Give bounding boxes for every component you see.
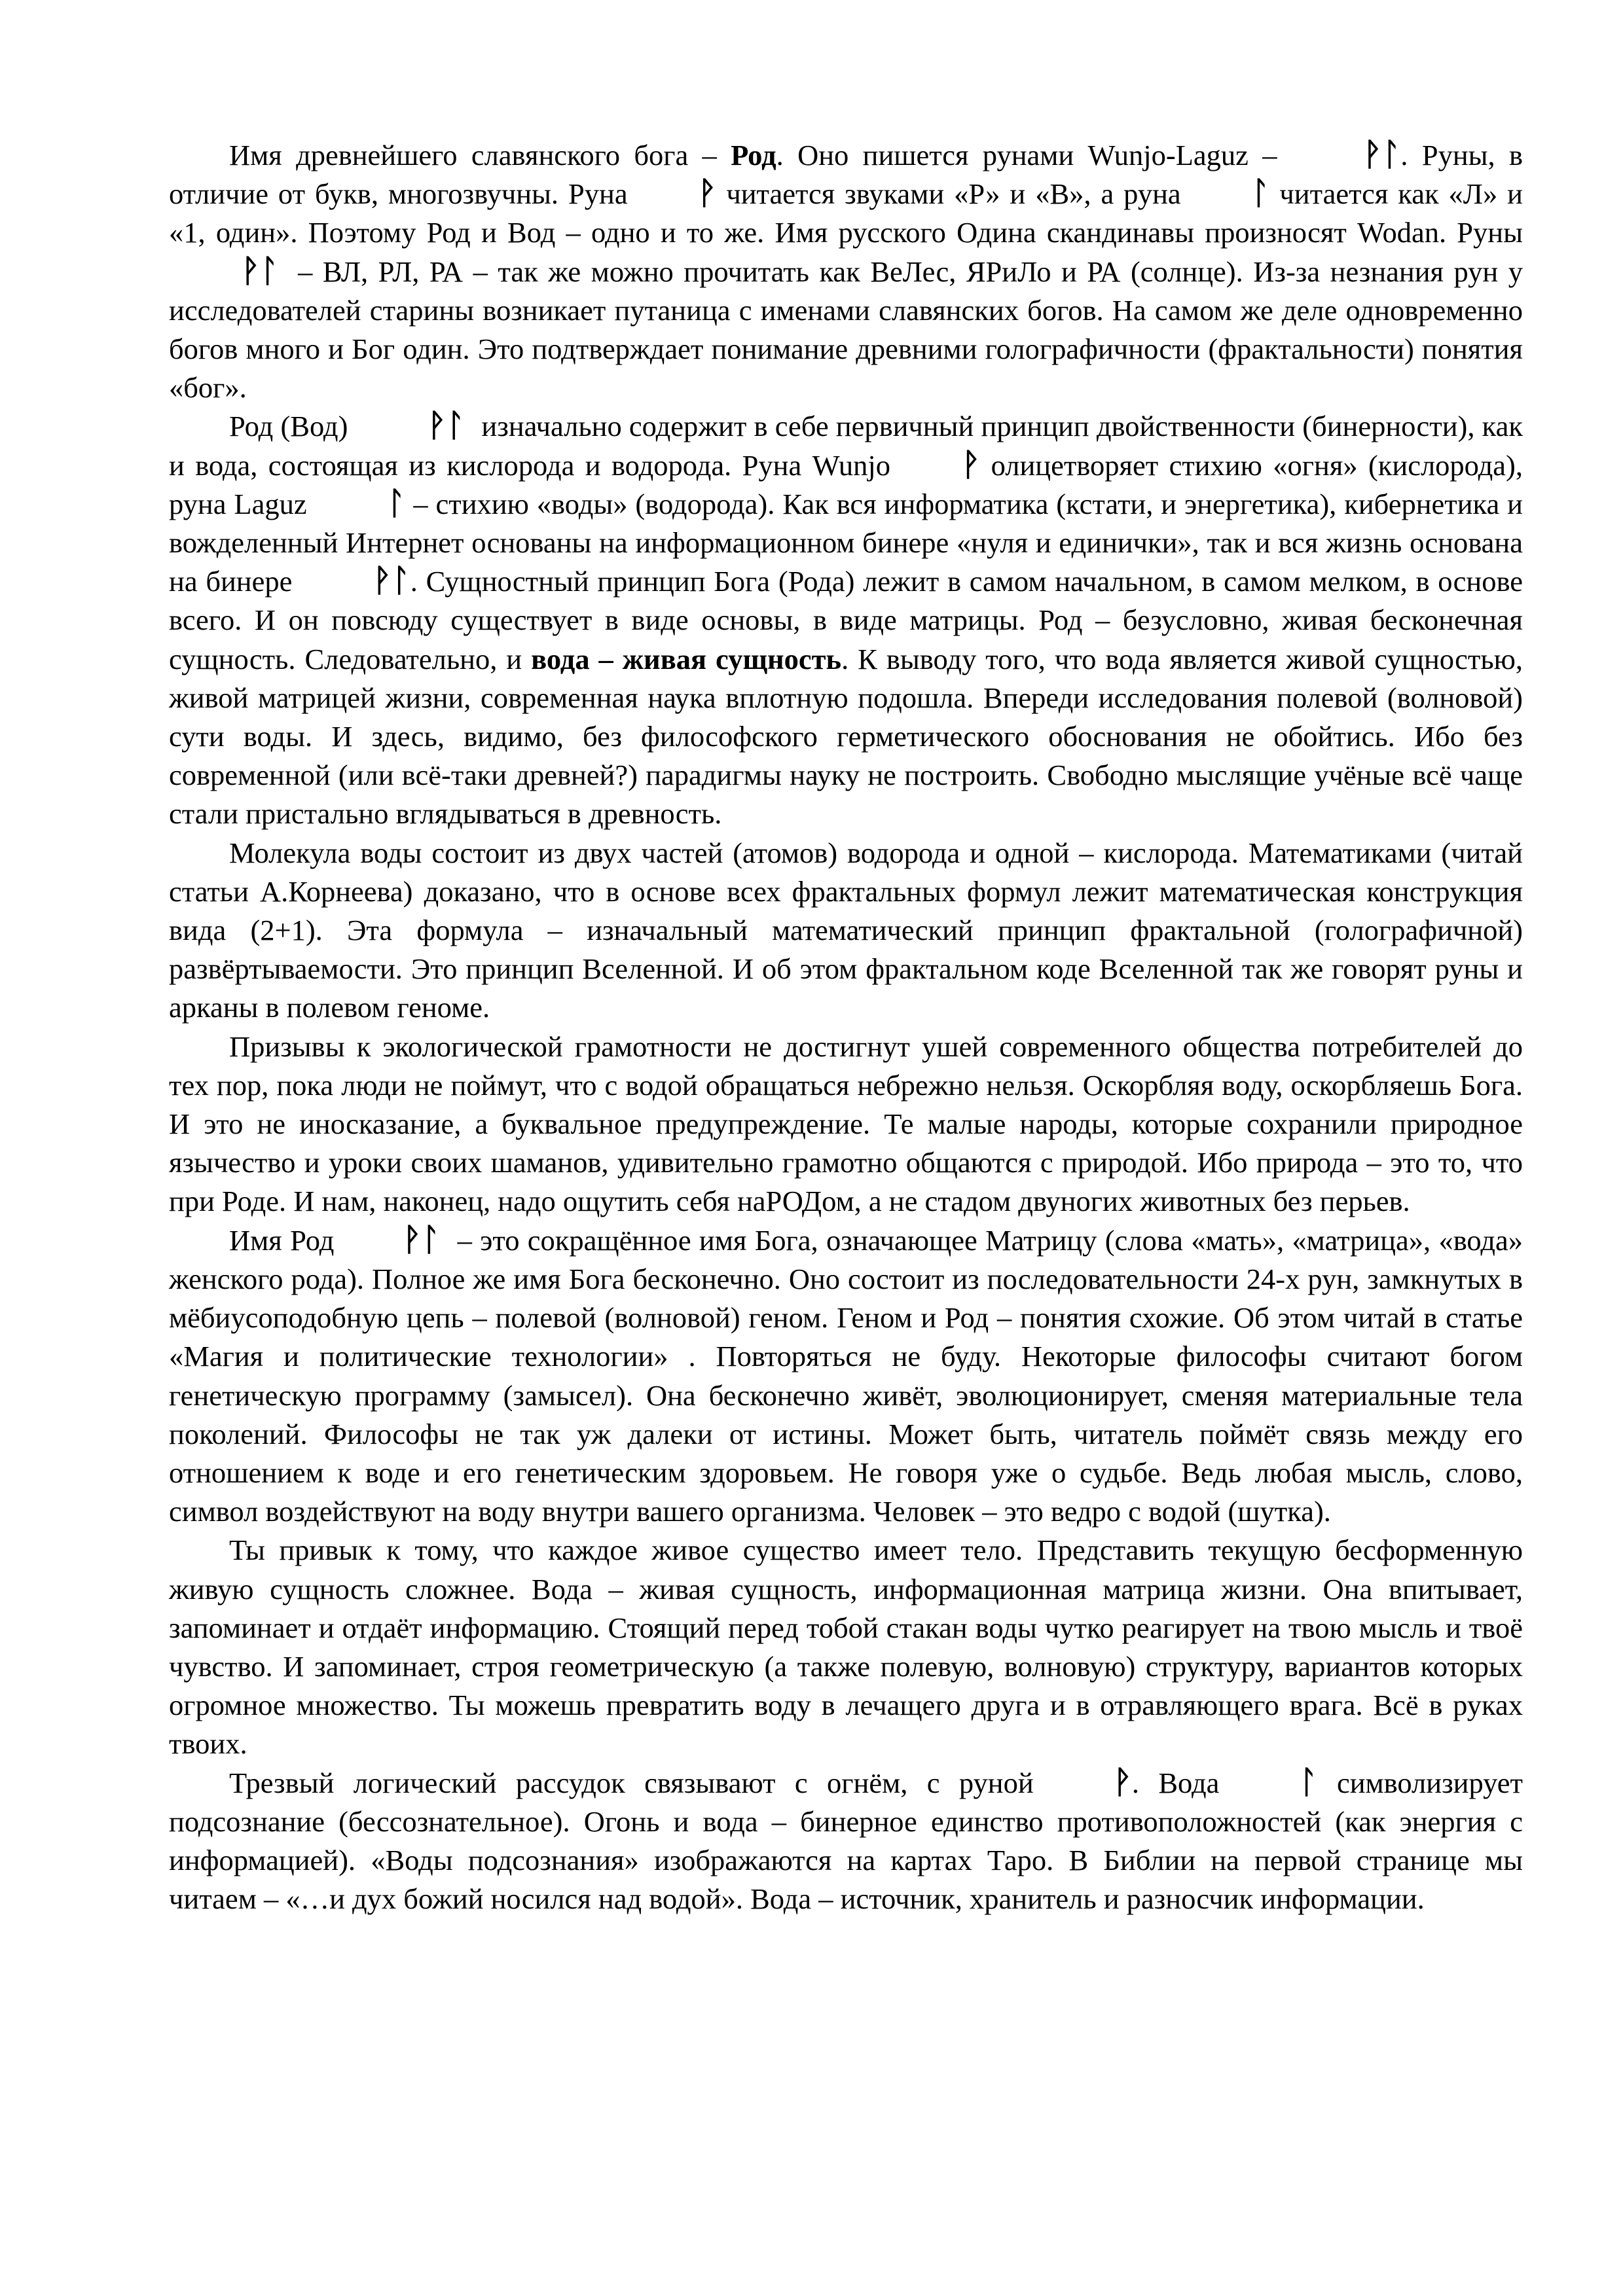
text-fragment: Молекула воды состоит из двух частей (атомов) водорода и одной – кислорода. Математиками (читай статьи А.Корнеева) доказано, что в основе всех фрактальных формул лежит математическая конструкция вида (2+1). Эта формула – изначальный математический принцип фрактальной (голографичной) развёртываемости. Это принцип Вселенной. И об этом фрактальном коде Вселенной так же говорят руны и арканы в полевом геноме.	[169, 836, 1523, 1024]
text-fragment: . Оно пишется рунами Wunjo-Laguz –	[776, 139, 1291, 171]
wunjo-laguz-rune-icon: ᚹᛚ	[427, 407, 465, 444]
wunjo-rune-icon: ᚹ	[961, 446, 981, 483]
text-fragment: – ВЛ, РЛ, РА – так же можно прочитать как ВеЛес, ЯРиЛо и РА (солнце). Из-за незнания рун у исследователей старины возникает путаница с именами славянских богов. На самом же деле одновременно богов много и Бог один. Это подтверждает понимание древними голографичности (фрактальности) понятия «бог».	[169, 255, 1523, 404]
text-fragment: олицетворяет стихию «огня» (кислорода), руна Laguz	[169, 448, 1523, 520]
text-fragment: . Руны, в отличие от букв, многозвучны. Руна	[169, 139, 1523, 211]
laguz-rune-icon: ᛚ	[1250, 175, 1270, 212]
text-fragment: читается звуками «Р» и «В», а руна	[716, 177, 1191, 211]
paragraph-rod-duality	[169, 407, 1523, 833]
text-fragment: – это сокращённое имя Бога, означающее Матрицу (слова «мать», «матрица», «вода» женского рода). Полное же имя Бога бесконечно. Оно состоит из последовательности 24-х рун, замкнутых в мёбиусоподобную цепь – полевой (волновой) геном. Геном и Род – понятия схожие. Об этом читай в статье «Магия и политические технологии» . Повторяться не буду. Некоторые философы считают богом генетическую программу (замысел). Она бесконечно живёт, эволюционирует, сменяя материальные тела поколений. Философы не так уж далеки от истины. Может быть, читатель поймёт связь между его отношением к воде и его генетическим здоровьем. Не говоря уже о судьбе. Ведь любая мысль, слово, символ воздействуют на воду внутри вашего организма. Человек – это ведро с водой (шутка).	[169, 1223, 1523, 1528]
text-fragment: Трезвый логический рассудок связывают с огнём, с руной	[229, 1766, 1053, 1799]
text-fragment: . Сущностный принцип Бога (Рода) лежит в самом начальном, в самом мелком, в основе всего. И он повсюду существует в виде основы, в виде матрицы. Род – безусловно, живая бесконечная сущность. Следовательно, и	[169, 565, 1523, 675]
bold-term-living-water: вода – живая сущность	[531, 642, 842, 675]
wunjo-laguz-rune-icon: ᚹᛚ	[402, 1221, 441, 1258]
document-page	[169, 136, 1523, 1918]
text-fragment: символизирует подсознание (бессознательное). Огонь и вода – бинерное единство противоположностей (как энергия с информацией). «Воды подсознания» изображаются на картах Таро. В Библии на первой странице мы читаем – «…и дух божий носился над водой». Вода – источник, хранитель и разносчик информации.	[169, 1766, 1523, 1916]
paragraph-ecology	[169, 1028, 1523, 1221]
paragraph-fire-and-water	[169, 1764, 1523, 1919]
text-fragment: . К выводу того, что вода является живой сущностью, живой матрицей жизни, современная наука вплотную подошла. Впереди исследования полевой (волновой) сути воды. И здесь, видимо, без философского герметического обоснования не обойтись. Ибо без современной (или всё-таки древней?) парадигмы науку не построить. Свободно мыслящие учёные всё чаще стали пристально вглядываться в древность.	[169, 642, 1523, 831]
wunjo-laguz-rune-icon: ᚹᛚ	[241, 252, 279, 289]
text-fragment: читается как «Л» и «1, один». Поэтому Род и Вод – одно и то же. Имя русского Одина скандинавы произносят Wodan. Руны	[169, 177, 1523, 249]
text-fragment: . Вода	[1131, 1766, 1239, 1799]
paragraph-rod-name	[169, 136, 1523, 407]
text-fragment: Род (Вод)	[229, 410, 356, 443]
text-fragment: Призывы к экологической грамотности не достигнут ушей современного общества потребителей до тех пор, пока люди не поймут, что с водой обращаться небрежно нельзя. Оскорбляя воду, оскорбляешь Бога. И это не иносказание, а буквальное предупреждение. Те малые народы, которые сохранили природное язычество и уроки своих шаманов, удивительно грамотно общаются с природой. Ибо природа – это то, что при Роде. И нам, наконец, надо ощутить себя наРОДом, а не стадом двуногих животных без перьев.	[169, 1030, 1523, 1218]
laguz-rune-icon: ᛚ	[1298, 1763, 1318, 1801]
text-fragment: изначально содержит в себе первичный принцип двойственности (бинерности), как и вода, состоящая из кислорода и водорода. Руна Wunjo	[169, 410, 1523, 482]
text-fragment: Имя Род	[229, 1223, 342, 1257]
laguz-rune-icon: ᛚ	[386, 484, 406, 522]
paragraph-living-essence	[169, 1531, 1523, 1763]
paragraph-water-molecule	[169, 834, 1523, 1028]
text-fragment: – стихию «воды» (водорода). Как вся информатика (кстати, и энергетика), кибернетика и вожделенный Интернет основаны на информационном бинере «нуля и единички», так и вся жизнь основана на бинере	[169, 487, 1523, 598]
wunjo-laguz-rune-icon: ᚹᛚ	[373, 562, 410, 600]
bold-term-rod: Род	[731, 139, 776, 171]
wunjo-laguz-rune-icon: ᚹᛚ	[1362, 136, 1401, 173]
wunjo-rune-icon: ᚹ	[697, 175, 717, 212]
wunjo-rune-icon: ᚹ	[1113, 1763, 1132, 1801]
text-fragment: Ты привык к тому, что каждое живое существо имеет тело. Представить текущую бесформенную живую сущность сложнее. Вода – живая сущность, информационная матрица жизни. Она впитывает, запоминает и отдаёт информацию. Стоящий перед тобой стакан воды чутко реагирует на твою мысль и твоё чувство. И запоминает, строя геометрическую (а также полевую, волновую) структуру, вариантов которых огромное множество. Ты можешь превратить воду в лечащего друга и в отравляющего врага. Всё в руках твоих.	[169, 1534, 1523, 1761]
text-fragment: Имя древнейшего славянского бога –	[229, 139, 731, 171]
paragraph-name-of-god	[169, 1221, 1523, 1532]
